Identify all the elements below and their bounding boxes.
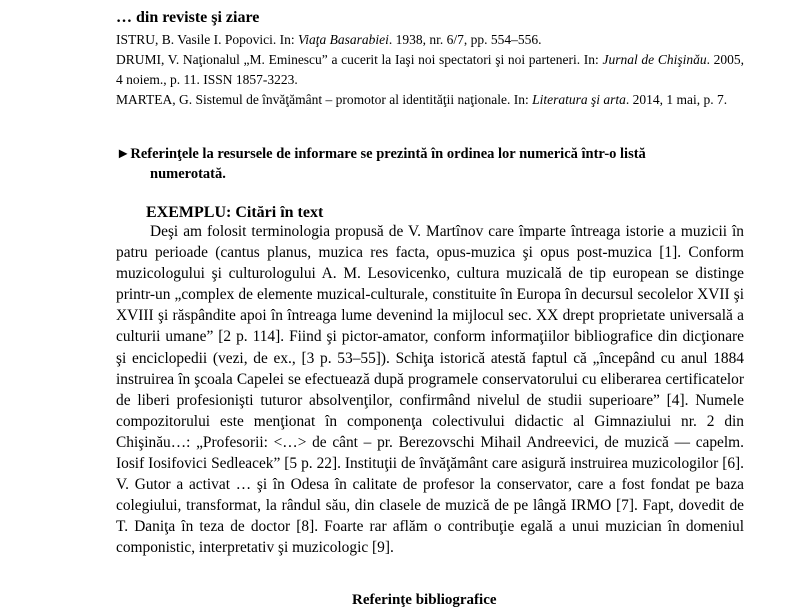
rule-note bbox=[116, 144, 736, 184]
rule-note-line1: Referinţele la resursele de informare se prezintă în ordinea lor numerică într-o listă bbox=[130, 146, 646, 162]
reference-journal-title: Literatura şi arta bbox=[532, 92, 626, 107]
rule-note-line2: numerotată. bbox=[150, 166, 226, 182]
references-title: Referinţe bibliografice bbox=[352, 592, 497, 608]
reference-text: MARTEA, G. Sistemul de învăţământ – promotor al identităţii naţionale. In: bbox=[116, 92, 533, 107]
reference-text: DRUMI, V. Naţionalul „M. Eminescu” a cucerit la Iaşi noi spectatori şi noi parteneri. In: bbox=[116, 52, 603, 67]
section-heading-journals: … din reviste şi ziare bbox=[116, 9, 260, 26]
reference-journal-title: Jurnal de Chişinău bbox=[602, 52, 707, 67]
reference-entry-martea bbox=[116, 90, 744, 110]
reference-entry-istru bbox=[116, 30, 744, 50]
reference-text: ISTRU, B. Vasile I. Popovici. In: bbox=[116, 32, 298, 47]
arrow-bullet-icon: ► bbox=[116, 146, 131, 162]
example-paragraph: Deşi am folosit terminologia propusă de V. Martînov care împarte întreaga istorie a muzicii în patru perioade (cantus planus, muzica res facta, opus-muzica şi opus post-muzica [1]. Conform muzicologului şi culturologului A. M. Lesovicenko, cultura muzicală de tip european se distinge printr-un „complex de elemente muzical-culturale, constituite în Europa în decursul secolelor XVII şi XVIII şi răspândite apoi în întreaga lume devenind la mijlocul sec. XX drept proprietate universală a culturii umane” [2 p. 114]. Fiind şi pictor-amator, conform informaţiilor bibliografice din dicţionare şi enciclopedii (vezi, de ex., [3 p. 53–55]). Schiţa istorică atestă faptul că „începând cu anul 1884 instruirea în şcoala Capelei se efectuează după programele conservatorului cu eliberarea certificatelor de liberi profesionişti tuturor absolvenţilor, confirmând nivelul de studii superioare” [4]. Numele compozitorului este menţionat în componenţa colectivului didactic al Gimnaziului nr. 2 din Chişinău…: „Profesorii: <…> de cânt – pr. Berezovschi Mihail Andreevici, de muzică — capelm. Iosif Iosifovici Sedleacek” [5 p. 22]. Instituţii de învăţământ care asigură instruirea muzicologilor [6]. V. Gutor a activat … şi în Odesa în calitate de profesor la conservator, care a fost fondat pe baza colegiului, transformat, la rândul său, din clasele de muzică de pe lângă IRMO [7]. Fapt, dovedit de T. Daniţa în teza de doctor [8]. Foarte rar aflăm o contribuţie egală a unui muzician în domeniul componistic, interpretativ şi muzicologic [9]. bbox=[116, 223, 744, 557]
reference-text: . 2014, 1 mai, p. 7. bbox=[625, 92, 728, 107]
reference-journal-title: Viaţa Basarabiei bbox=[298, 32, 389, 47]
reference-text: . 2005, 4 noiem., p. 11. ISSN 1857-3223. bbox=[116, 52, 745, 87]
example-title: EXEMPLU: Citări în text bbox=[146, 204, 324, 221]
reference-entry-drumi bbox=[116, 50, 744, 90]
reference-text: . 1938, nr. 6/7, pp. 554–556. bbox=[388, 32, 542, 47]
